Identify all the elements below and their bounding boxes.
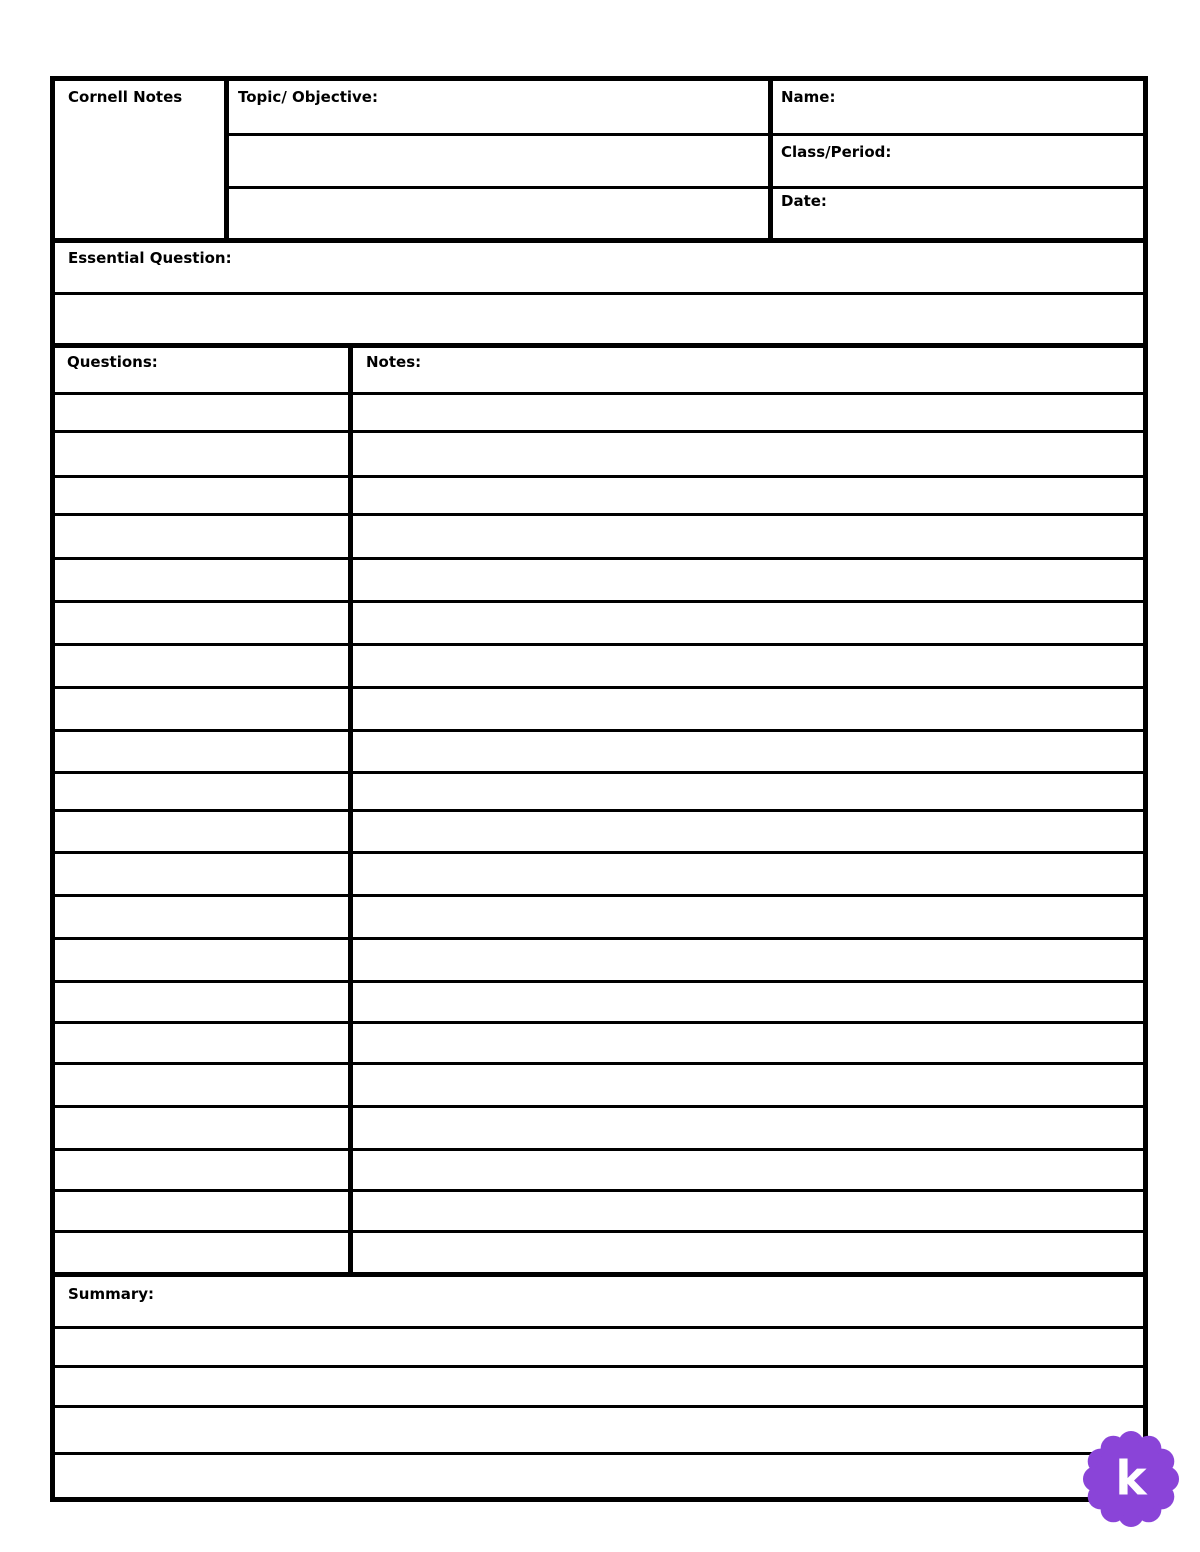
topic-field[interactable] <box>229 81 768 133</box>
class-period-label: Class/Period: <box>781 143 892 161</box>
questions-column[interactable] <box>55 348 348 1272</box>
essential-question-field[interactable] <box>55 243 1143 343</box>
essential-question-label: Essential Question: <box>68 249 232 267</box>
page-title: Cornell Notes <box>68 88 183 106</box>
topic-label: Topic/ Objective: <box>238 88 378 106</box>
topic-field-line-3[interactable] <box>229 189 768 238</box>
questions-label: Questions: <box>67 353 158 371</box>
date-field[interactable] <box>773 189 1143 238</box>
name-label: Name: <box>781 88 836 106</box>
name-field[interactable] <box>773 81 1143 133</box>
summary-label: Summary: <box>68 1285 155 1303</box>
summary-field[interactable] <box>55 1277 1143 1497</box>
class-period-field[interactable] <box>773 136 1143 186</box>
topic-field-line-2[interactable] <box>229 136 768 186</box>
date-label: Date: <box>781 192 827 210</box>
brand-letter: k <box>1115 1451 1147 1507</box>
flower-badge-icon <box>1082 1430 1180 1528</box>
notes-label: Notes: <box>366 353 422 371</box>
notes-column[interactable] <box>353 348 1143 1272</box>
cornell-notes-sheet <box>50 76 1148 1502</box>
